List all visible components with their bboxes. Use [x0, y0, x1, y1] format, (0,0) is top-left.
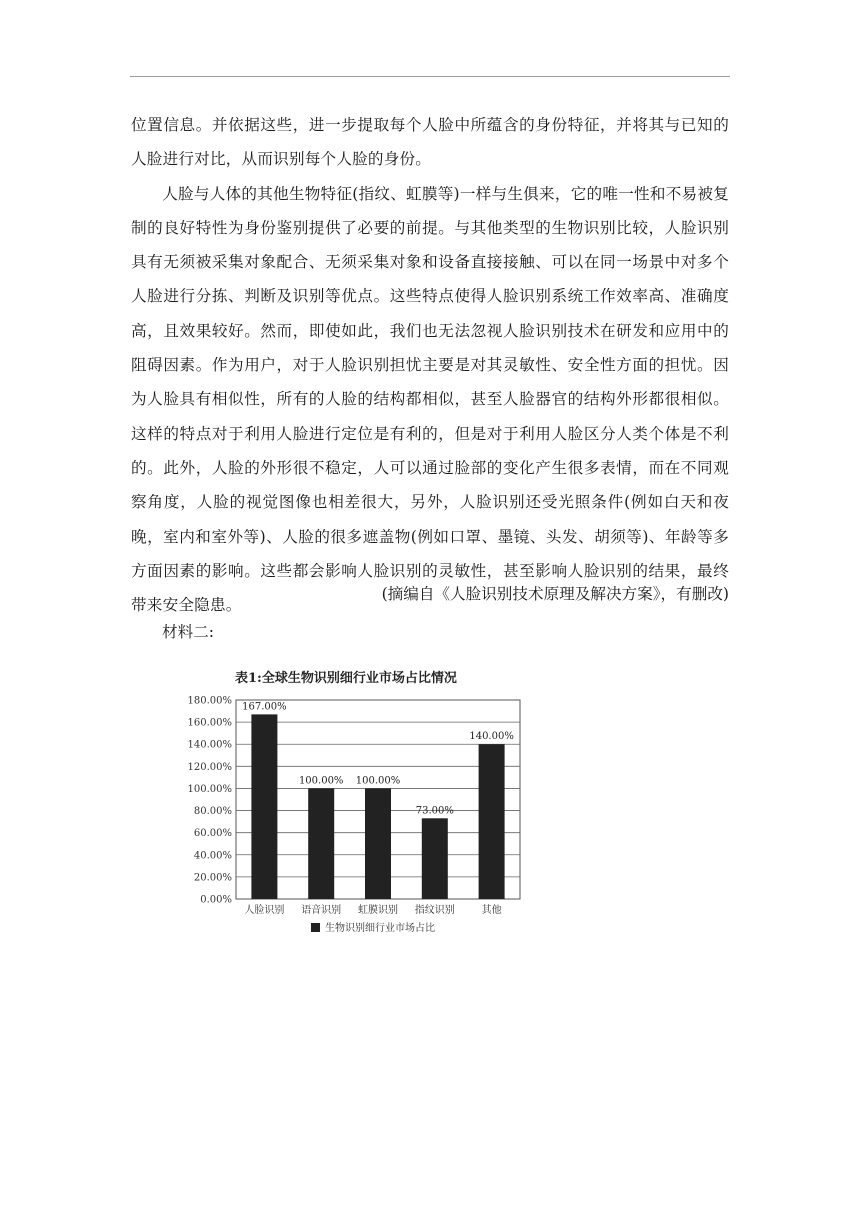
y-tick-label: 20.00%	[193, 872, 232, 884]
bar-3	[365, 788, 391, 899]
data-label: 73.00%	[415, 805, 454, 817]
data-label: 100.00%	[298, 775, 344, 787]
bar-1	[251, 714, 277, 899]
bar-2	[308, 788, 334, 899]
y-tick-label: 100.00%	[187, 783, 232, 795]
x-tick-label: 语音识别	[301, 905, 342, 916]
y-tick-label: 40.00%	[193, 850, 232, 862]
bar-4	[422, 818, 448, 899]
chart-title: 表1:全球生物识别细行业市场占比情况	[235, 671, 457, 686]
bar-5	[479, 744, 505, 899]
y-tick-label: 60.00%	[193, 828, 232, 840]
y-tick-label: 120.00%	[187, 761, 232, 773]
y-tick-label: 0.00%	[200, 894, 232, 906]
legend-swatch	[311, 923, 320, 932]
y-tick-label: 180.00%	[187, 695, 232, 707]
paragraph-2: 人脸与人体的其他生物特征(指纹、虹膜等)一样与生俱来，它的唯一性和不易被复制的良好特性为身份鉴别提供了必要的前提。与其他类型的生物识别比较，人脸识别具有无须被采集对象配合、无须采集对象和设备直接接触、可以在同一场景中对多个人脸进行分拣、判断及识别等优点。这些特点使得人脸识别系统工作效率高、准确度高，且效果较好。然而，即使如此，我们也无法忽视人脸识别技术在研发和应用中的阻碍因素。作为用户，对于人脸识别担忧主要是对其灵敏性、安全性方面的担忧。因为人脸具有相似性，所有的人脸的结构都相似，甚至人脸器官的结构外形都很相似。这样的特点对于利用人脸进行定位是有利的，但是对于利用人脸区分人类个体是不利的。此外，人脸的外形很不稳定，人可以通过脸部的变化产生很多表情，而在不同观察角度，人脸的视觉图像也相差很大，另外，人脸识别还受光照条件(例如白天和夜晚，室内和室外等)、人脸的很多遮盖物(例如口罩、墨镜、头发、胡须等)、年龄等多方面因素的影响。这些都会影响人脸识别的灵敏性，甚至影响人脸识别的结果，最终带来安全隐患。	[131, 184, 729, 615]
source-citation: (摘编自《人脸识别技术原理及解决方案》，有删改)	[381, 585, 729, 603]
chart-svg	[180, 660, 540, 940]
x-tick-label: 人脸识别	[244, 905, 285, 916]
body-text	[131, 108, 729, 622]
x-tick-label: 指纹识别	[414, 905, 455, 916]
x-tick-label: 其他	[481, 905, 502, 916]
bar-chart	[180, 660, 540, 940]
y-tick-label: 140.00%	[187, 739, 232, 751]
x-tick-label: 虹膜识别	[358, 905, 398, 916]
y-tick-label: 80.00%	[193, 806, 232, 818]
data-label: 140.00%	[469, 731, 514, 743]
y-tick-label: 160.00%	[187, 717, 232, 729]
data-label: 100.00%	[355, 775, 401, 787]
legend-label: 生物识别细行业市场占比	[325, 923, 435, 934]
data-label: 167.00%	[242, 701, 287, 713]
material-2-label: 材料二:	[162, 623, 215, 641]
header-rule	[130, 76, 730, 77]
paragraph-1: 位置信息。并依据这些，进一步提取每个人脸中所蕴含的身份特征，并将其与已知的人脸进行对比，从而识别每个人脸的身份。	[131, 116, 729, 169]
